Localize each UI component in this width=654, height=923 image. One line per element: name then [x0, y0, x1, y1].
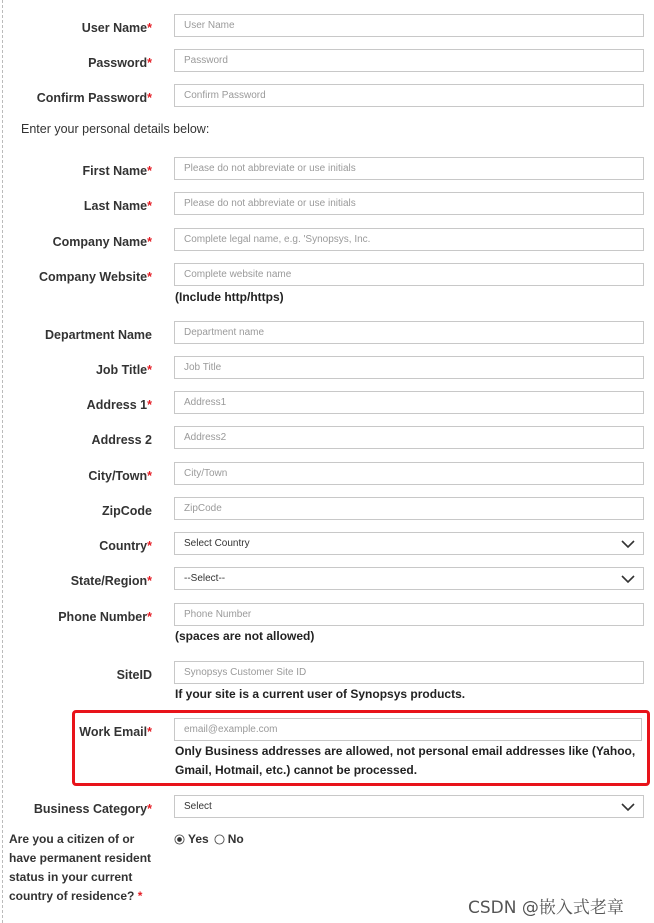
chevron-down-icon — [621, 537, 635, 551]
work-email-input[interactable] — [174, 718, 642, 741]
company-website-label: Company Website* — [39, 270, 152, 284]
phone-input[interactable] — [174, 603, 644, 626]
chevron-down-icon — [621, 800, 635, 814]
radio-yes-label: Yes — [188, 832, 209, 846]
user-name-label: User Name* — [81, 21, 152, 35]
siteid-hint: If your site is a current user of Synopsys products. — [175, 687, 466, 701]
chevron-down-icon — [621, 572, 635, 586]
phone-label: Phone Number* — [58, 610, 152, 624]
phone-hint: (spaces are not allowed) — [175, 629, 315, 643]
work-email-label: Work Email* — [79, 725, 152, 739]
radio-yes[interactable] — [174, 834, 185, 845]
business-category-select-value: Select — [184, 801, 212, 812]
address2-input[interactable] — [174, 426, 644, 449]
password-label: Password* — [88, 56, 152, 70]
citizen-radio-group — [174, 832, 244, 846]
radio-no[interactable] — [214, 834, 225, 845]
siteid-input[interactable] — [174, 661, 644, 684]
first-name-label: First Name* — [82, 164, 152, 178]
watermark: CSDN @嵌入式老章 — [468, 898, 624, 918]
country-select-value: Select Country — [184, 538, 250, 549]
state-select[interactable] — [174, 567, 644, 590]
state-select-value: --Select-- — [184, 573, 226, 584]
city-label: City/Town* — [88, 469, 152, 483]
business-category-label: Business Category* — [33, 802, 152, 816]
last-name-label: Last Name* — [83, 199, 152, 213]
address2-label: Address 2 — [91, 433, 152, 447]
company-website-input[interactable] — [174, 263, 644, 286]
confirm-password-input[interactable] — [174, 84, 644, 107]
confirm-password-label: Confirm Password* — [36, 91, 152, 105]
work-email-hint: Only Business addresses are allowed, not personal email addresses like (Yahoo, Gmail, Hotmail, etc.) cannot be processed. — [175, 744, 636, 777]
company-name-input[interactable] — [174, 228, 644, 251]
company-website-hint: (Include http/https) — [175, 290, 284, 304]
password-input[interactable] — [174, 49, 644, 72]
city-input[interactable] — [174, 462, 644, 485]
country-label: Country* — [99, 539, 152, 553]
job-title-label: Job Title* — [95, 363, 152, 377]
left-dashed-rule — [2, 0, 3, 923]
last-name-input[interactable] — [174, 192, 644, 215]
zipcode-label: ZipCode — [102, 504, 152, 518]
user-name-input[interactable] — [174, 14, 644, 37]
citizen-question: Are you a citizen of or have permanent resident status in your current country of residence? * — [9, 832, 152, 903]
country-select[interactable] — [174, 532, 644, 555]
personal-details-intro: Enter your personal details below: — [21, 122, 210, 136]
radio-no-label: No — [227, 832, 244, 846]
company-name-label: Company Name* — [52, 235, 152, 249]
address1-label: Address 1* — [86, 398, 152, 412]
department-name-label: Department Name — [45, 328, 152, 342]
state-label: State/Region* — [70, 574, 152, 588]
zipcode-input[interactable] — [174, 497, 644, 520]
siteid-label: SiteID — [116, 668, 152, 682]
first-name-input[interactable] — [174, 157, 644, 180]
business-category-select[interactable] — [174, 795, 644, 818]
address1-input[interactable] — [174, 391, 644, 414]
department-name-input[interactable] — [174, 321, 644, 344]
job-title-input[interactable] — [174, 356, 644, 379]
